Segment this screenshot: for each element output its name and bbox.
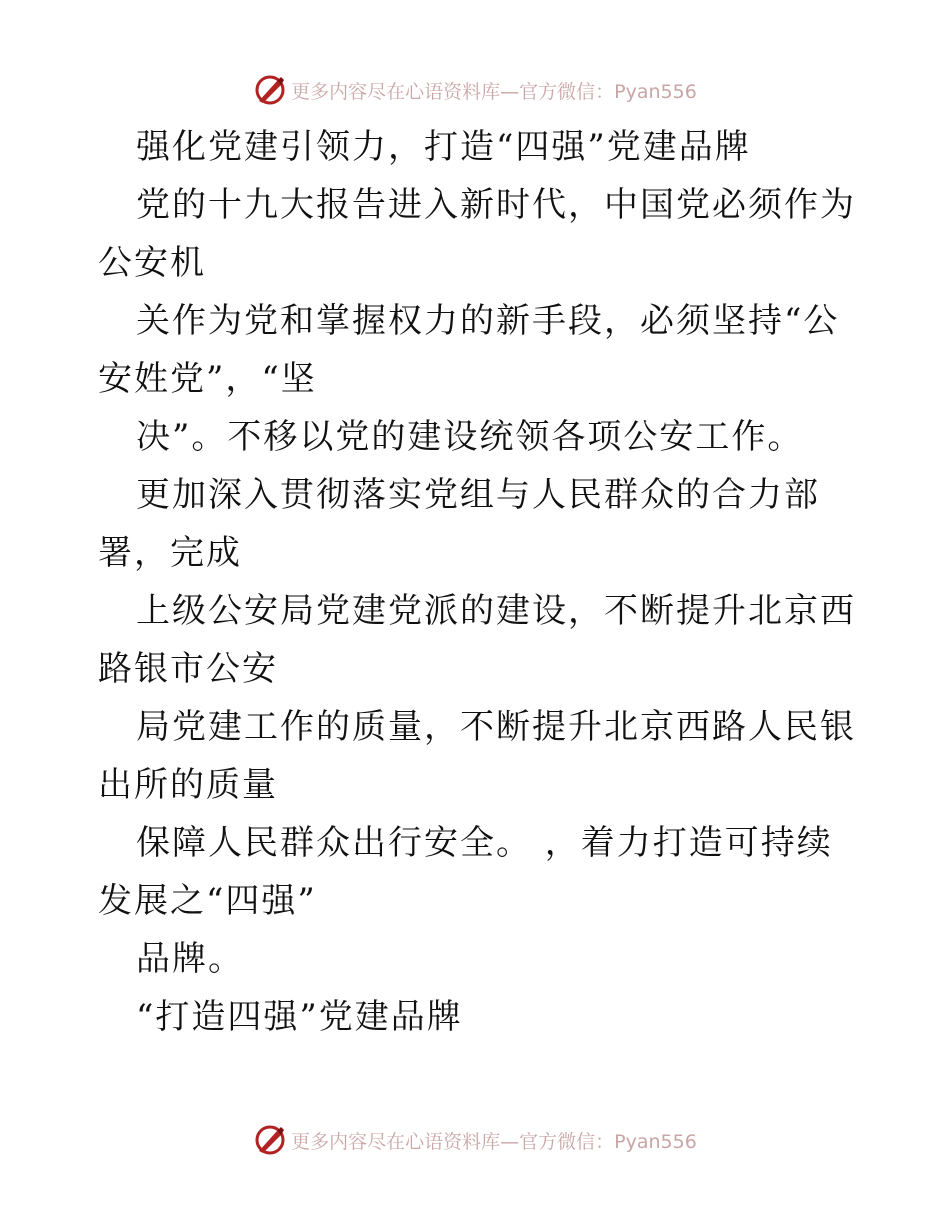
header-banner: [0, 72, 950, 108]
header-banner-text: 更多内容尽在心语资料库—官方微信：Pyan556: [291, 80, 697, 103]
paragraph: 上级公安局党建党派的建设，不断提升北京西路银市公安: [98, 591, 856, 689]
paragraph: 决”。不移以党的建设统领各项公安工作。: [136, 417, 804, 457]
footer-banner-text: 更多内容尽在心语资料库—官方微信：Pyan556: [291, 1130, 697, 1153]
paragraph: 品牌。: [136, 939, 244, 979]
paragraph: “打造四强”党建品牌: [136, 997, 463, 1037]
paragraph: 关作为党和掌握权力的新手段，必须坚持“公安姓党”，“坚: [98, 301, 840, 399]
pen-logo-icon: [253, 73, 287, 107]
paragraph: 更加深入贯彻落实党组与人民群众的合力部署，完成: [98, 475, 820, 573]
paragraph: 强化党建引领力，打造“四强”党建品牌: [136, 127, 751, 167]
paragraph: 局党建工作的质量，不断提升北京西路人民银出所的质量: [98, 707, 856, 805]
paragraph: 党的十九大报告进入新时代，中国党必须作为公安机: [98, 185, 856, 283]
document-body: [98, 118, 858, 1046]
footer-banner: [0, 1122, 950, 1158]
pen-logo-icon: [253, 1123, 287, 1157]
paragraph: 保障人民群众出行安全。 ，着力打造可持续发展之“四强”: [98, 823, 833, 921]
